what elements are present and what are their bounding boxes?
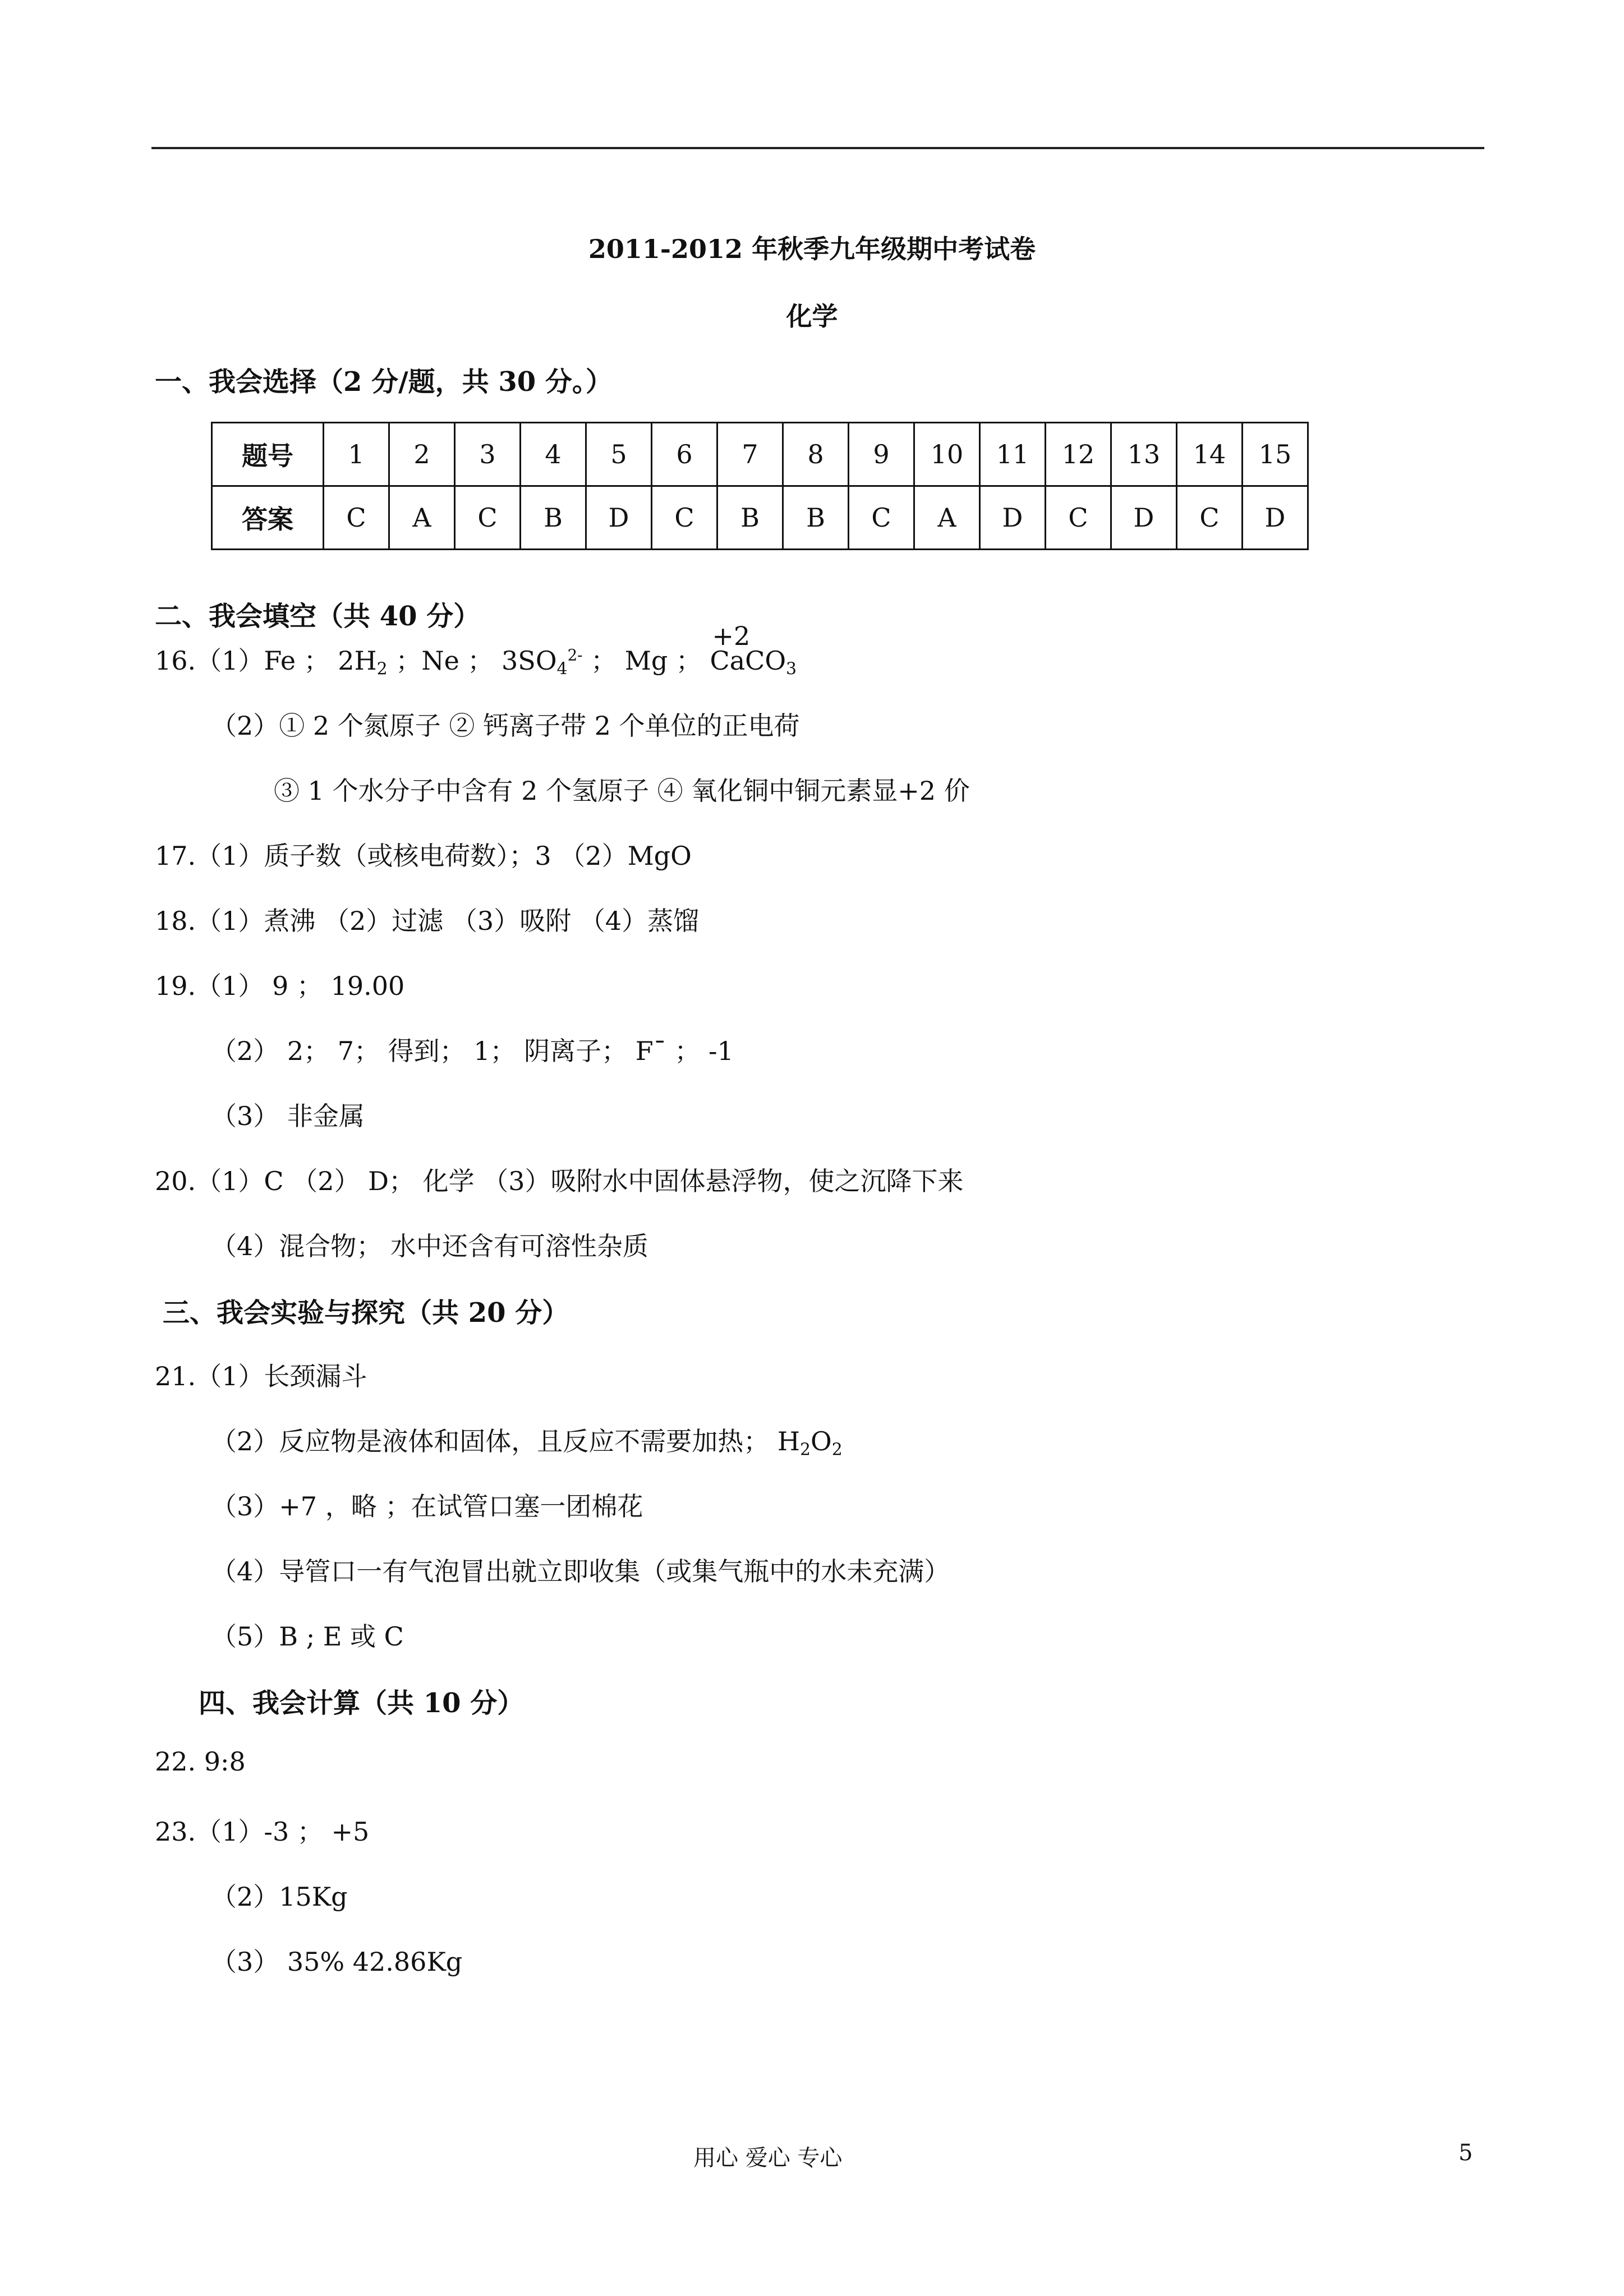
- q20-line1: 20.（1）C （2） D； 化学 （3）吸附水中固体悬浮物，使之沉降下来: [155, 1166, 964, 1196]
- q16-mg: ； Mg ；: [591, 646, 710, 676]
- q21-line5: （5）B ; E 或 C: [211, 1621, 404, 1652]
- q19-line3: （3） 非金属: [211, 1101, 365, 1131]
- table-cell: B: [717, 486, 783, 550]
- table-cell: 12: [1046, 423, 1111, 486]
- table-cell: C: [652, 486, 717, 550]
- table-cell: 14: [1177, 423, 1243, 486]
- q16-caco3-sub: 3: [786, 659, 797, 679]
- exam-title: 2011-2012 年秋季九年级期中考试卷: [588, 234, 1036, 264]
- q21-line1: 21.（1）长颈漏斗: [155, 1361, 367, 1391]
- table-cell: 10: [914, 423, 980, 486]
- q16-caco: CaCO: [710, 646, 786, 676]
- q16-line3: ③ 1 个水分子中含有 2 个氢原子 ④ 氧化铜中铜元素显+2 价: [274, 776, 970, 806]
- q18-line: 18.（1）煮沸 （2）过滤 （3）吸附 （4）蒸馏: [155, 906, 700, 936]
- table-cell: 5: [586, 423, 652, 486]
- table-cell: D: [1111, 486, 1177, 550]
- q21-h2-sub: 2: [800, 1440, 811, 1460]
- q16-so4-sub: 4: [556, 659, 568, 679]
- table-cell: C: [1046, 486, 1111, 550]
- table-cell: D: [980, 486, 1046, 550]
- section4-heading: 四、我会计算（共 10 分）: [199, 1688, 525, 1719]
- subject-title: 化学: [786, 301, 838, 331]
- table-cell: 2: [389, 423, 455, 486]
- table-row-answers: [212, 486, 1308, 550]
- q21-line2: [211, 1421, 843, 1459]
- section2-heading: 二、我会填空（共 40 分）: [155, 601, 481, 632]
- table-cell: 8: [783, 423, 849, 486]
- table-cell: 13: [1111, 423, 1177, 486]
- table-cell: C: [1177, 486, 1243, 550]
- table-cell: 7: [717, 423, 783, 486]
- page-number: 5: [1459, 2140, 1473, 2166]
- table-cell: 3: [455, 423, 521, 486]
- table-cell: A: [389, 486, 455, 550]
- q21-o: O: [811, 1426, 832, 1456]
- table-cell: 11: [980, 423, 1046, 486]
- q22-line: 22. 9:8: [155, 1746, 246, 1777]
- q21-line4: （4）导管口一有气泡冒出就立即收集（或集气瓶中的水未充满）: [211, 1556, 950, 1587]
- q21-2-text: （2）反应物是液体和固体，且反应不需要加热； H: [211, 1426, 801, 1456]
- table-cell: 15: [1243, 423, 1308, 486]
- header-rule: [151, 147, 1484, 149]
- table-cell: C: [324, 486, 389, 550]
- q16-line2: （2）① 2 个氮原子 ② 钙离子带 2 个单位的正电荷: [211, 711, 800, 741]
- table-cell: D: [1243, 486, 1308, 550]
- footer-motto: 用心 爱心 专心: [693, 2145, 843, 2171]
- q21-line3: （3）+7 ，略 ；在试管口塞一团棉花: [211, 1491, 643, 1522]
- q16-ne-so: ；Ne ； 3SO: [395, 646, 557, 676]
- table-header-answer: 答案: [212, 486, 324, 550]
- table-row-numbers: [212, 423, 1308, 486]
- q21-o2-sub: 2: [831, 1440, 843, 1460]
- q23-line3: （3） 35% 42.86Kg: [211, 1947, 463, 1977]
- table-cell: 6: [652, 423, 717, 486]
- table-cell: 1: [324, 423, 389, 486]
- q16-so4-sup: 2-: [567, 646, 583, 665]
- table-cell: B: [783, 486, 849, 550]
- table-cell: A: [914, 486, 980, 550]
- q16-fe-2h: 16.（1）Fe ； 2H: [155, 646, 377, 676]
- q16-valence: +2: [712, 621, 751, 651]
- section1-heading: 一、我会选择（2 分/题，共 30 分。）: [155, 366, 613, 398]
- table-cell: 9: [849, 423, 914, 486]
- q20-line2: （4）混合物； 水中还含有可溶性杂质: [211, 1231, 648, 1261]
- table-cell: 4: [521, 423, 586, 486]
- q23-line1: 23.（1）-3 ； +5: [155, 1816, 370, 1847]
- q19-line1: 19.（1） 9 ； 19.00: [155, 971, 405, 1001]
- q19-line2: （2） 2； 7； 得到； 1； 阴离子； F¯ ； -1: [211, 1036, 734, 1066]
- table-cell: B: [521, 486, 586, 550]
- answer-table: [211, 422, 1309, 550]
- q17-line: 17.（1）质子数（或核电荷数）；3 （2）MgO: [155, 841, 692, 871]
- q16-caco3: [710, 621, 797, 679]
- q23-line2: （2）15Kg: [211, 1882, 348, 1912]
- table-cell: C: [849, 486, 914, 550]
- table-cell: D: [586, 486, 652, 550]
- q16-line1: [155, 621, 797, 679]
- table-cell: C: [455, 486, 521, 550]
- table-header-number: 题号: [212, 423, 324, 486]
- section3-heading: 三、我会实验与探究（共 20 分）: [163, 1297, 569, 1329]
- q16-h2-sub: 2: [376, 659, 388, 679]
